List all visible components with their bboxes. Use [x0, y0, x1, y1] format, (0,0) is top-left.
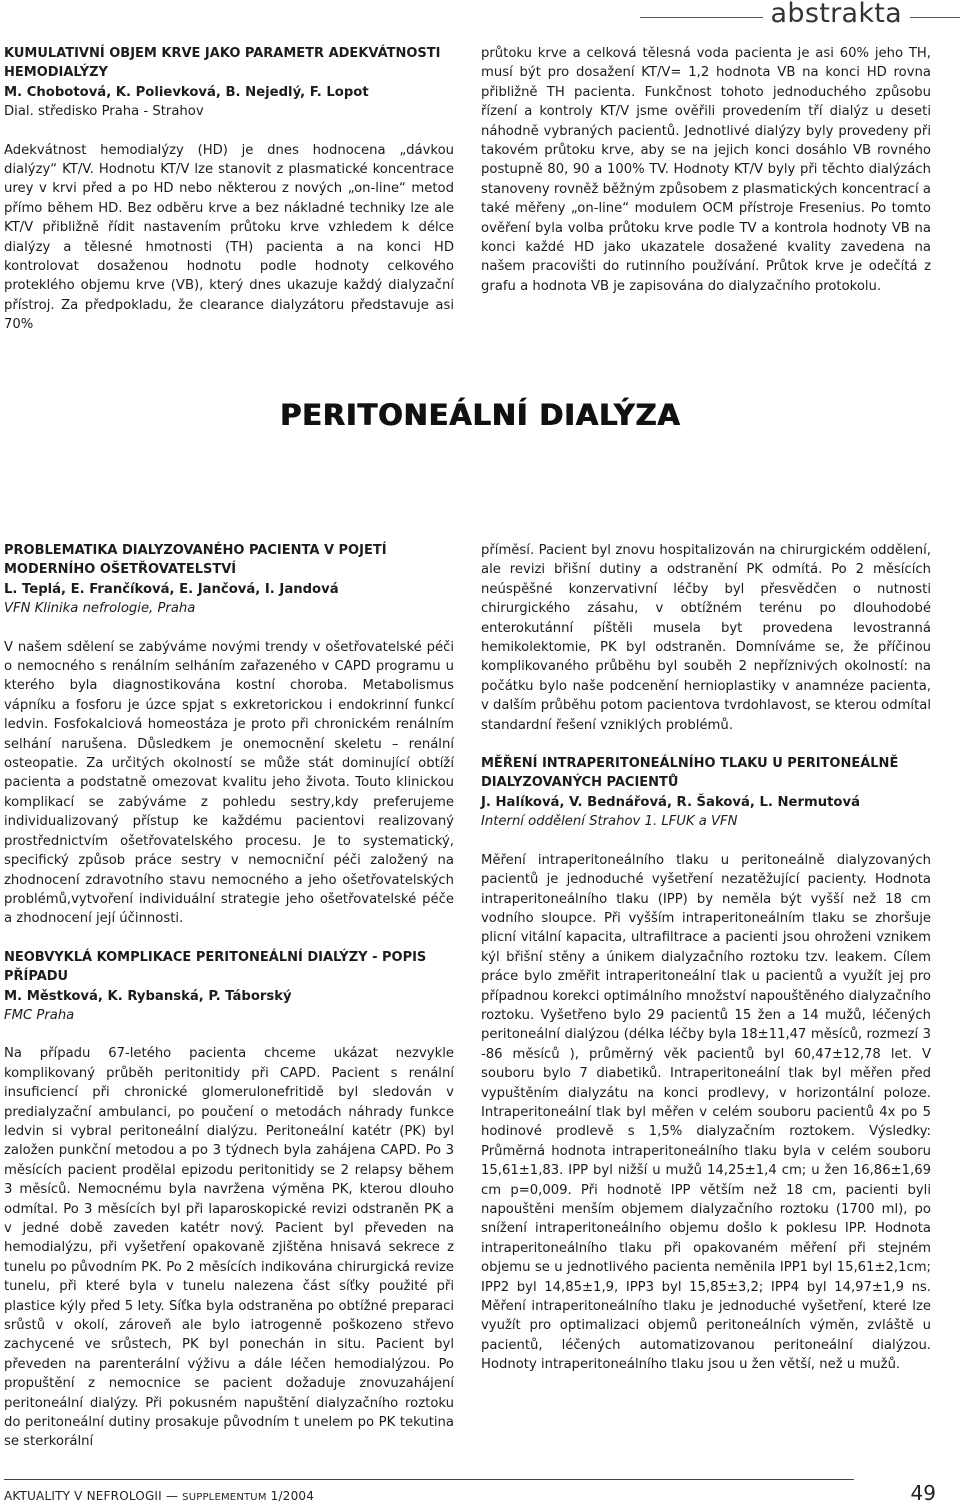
journal-name: AKTUALITY V NEFROLOGII: [4, 1489, 162, 1503]
section-label: [640, 0, 960, 30]
abstract-body-continued: příměsí. Pacient byl znovu hospitalizován na chirurgickém oddělení, ale revizi břišní dutiny a odstranění PK odmítá. Po 2 měsících neúspěšné konzervativní léčby byl přesvědčen o nutnosti chirurgického zásahu, v obtížném terénu po dlouhodobé enterokutánní píštěli musela byt provedena levostranná hemikolektomie, PK byl odstraněn. Domníváme se, že příčinou komplikovaného průběhu byl souběh 2 nepříznivých okolností: na počátku bylo naše podcenění hernioplastiky v anamnéze pacienta, v dalším průběhu potom pacientova tvrdohlavost, se kterou odmítal standardní řešení vzniklých problémů.: [481, 543, 931, 733]
journal-issue: 1/2004: [270, 1489, 315, 1503]
footer-rule: [4, 1479, 854, 1480]
right-column-lower: [481, 541, 931, 1375]
abstract-authors: L. Teplá, E. Frančíková, E. Jančová, I. Jandová: [4, 581, 339, 597]
abstract-title: NEOBVYKLÁ KOMPLIKACE PERITONEÁLNÍ DIALÝZY - POPIS PŘÍPADU: [4, 949, 427, 985]
abstract-title: MĚŘENÍ INTRAPERITONEÁLNÍHO TLAKU U PERITONEÁLNĚ DIALYZOVANÝCH PACIENTŮ: [481, 756, 899, 791]
abstract-title: PROBLEMATIKA DIALYZOVANÉHO PACIENTA V POJETÍ MODERNÍHO OŠETŘOVATELSTVÍ: [4, 543, 387, 578]
abstract-institution: Interní oddělení Strahov 1. LFUK a VFN: [481, 814, 738, 830]
page-footer: [4, 1483, 940, 1505]
page-number: 49: [910, 1481, 936, 1505]
abstract-1-right: [481, 44, 931, 296]
abstract-authors: M. Chobotová, K. Polievková, B. Nejedlý, F. Lopot: [4, 84, 369, 100]
left-column-lower: [4, 541, 454, 1452]
abstract-authors: M. Městková, K. Rybanská, P. Táborský: [4, 988, 292, 1004]
journal-supplement: SUPPLEMENTUM: [182, 1492, 267, 1503]
abstract-body: Měření intraperitoneálního tlaku u peritoneálně dialyzovaných pacientů je jednoduché vyšetření nezatěžující pacienty. Hodnota intraperitoneálního tlaku (IPP) by neměla být vyšší než 18 cm vodního sloupce. Při vyšším intraperitoneálním tlaku se zhoršuje plicní vitální kapacita, ultrafiltrace a pacienti jsou ohroženi vznikem kýl břišní stěny a únikem dialyzačního roztoku tzv. leakem. Cílem práce bylo změřit intraperitoneální tlak u pacientů a využít jej pro případnou korekci optimálního množství napouštěného dialyzačního roztoku. Vyšetřeno bylo 29 pacientů 15 žen a 14 mužů, léčených peritoneální dialýzou (délka léčby byla 18±11,47 měsíců, rozmezí 3 -86 měsíců ), průměrný věk pacientů byl 60,47±12,78 let. V souboru bylo 7 diabetiků. Intraperitoneální tlak byl měřen před vypuštěním dialyzátu na konci prodlevy, v horizontální poloze. Intraperitoneální tlak byl měřen v celém souboru pacientů 4x po 5 hodinové prodlevě s 1,5% dialyzačním roztokem. Výsledky: Průměrná hodnota intraperitoneálního tlaku byla v celém souboru 15,61±1,83. IPP byl nižší u mužů 14,25±1,4 cm; u žen 16,86±1,69 cm p=0,009. Při hodnotě IPP větším než 18 cm, pacienti byli napouštěni menším objemem dialyzačního roztoku (1700 ml), po snížení intraperitoneálního objemu došlo k poklesu IPP. Hodnota intraperitoneálního tlaku při opakovaném měření při stejném objemu se u jednotlivého pacienta neměnila IPP1 byl 15,61±2,1cm; IPP2 byl 14,85±1,9, IPP3 byl 15,85±3,2; IPP4 byl 14,97±1,9 ns. Měření intraperitoneálního tlaku je jednoduché vyšetření, které lze využít pro optimalizaci objemů peritoneálních výměn, zvláště u pacientů, léčených automatizovanou peritoneální dialýzou. Hodnoty intraperitoneálního tlaku jsou u žen větší, než u mužů.: [481, 852, 931, 1373]
abstract-authors: J. Halíková, V. Bednářová, R. Šaková, L. Nermutová: [481, 794, 860, 810]
abstract-body: V našem sdělení se zabýváme novými trendy v ošetřovatelské péči o nemocného s renálním selháním zařazeného v CAPD programu u kterého byla diagnostikována kostní choroba. Metabolismus vápníku a fosforu je úzce spjat s exkretorickou i endokrinní funkcí ledvin. Fosfokalciová homeostáza je proto při chronickém renálním selhání narušena. Důsledkem je onemocnění skeletu – renální osteopatie. Za určitých okolností se může stát dominující obtíží pacienta a podstatně omezovat kvalitu jeho života. Touto klinickou komplikací se zabýváme z pohledu sestry,kdy preferujeme individualizovaný přístup ke každému pacientovi realizovaný prostřednictvím ošetřovatelského procesu. Je to systematický, specifický způsob práce sestry v nemocniční péči založený na zhodnocení zdravotního stavu nemocného a jeho ošetřovatelských problémů,vytvoření individuální strategie jeho ošetřovatelské péče a zhodnocení její účinnosti.: [4, 639, 454, 927]
abstract-body: Na případu 67-letého pacienta chceme ukázat nezvykle komplikovaný průběh peritonitidy při CAPD. Pacient s renální insuficiencí při chronické glomerulonefritidě byl sledován v predialyzační ambulanci, po poučení o metodách náhrady funkce ledvin si vybral peritoneální dialýzu. Peritoneální katétr (PK) byl založen punkční metodou a po 3 týdnech byla zahájena CAPD. Po 3 měsících pacient prodělal epizodu peritonitidy se 2 relapsy během 3 měsíců. Nemocnému byla navržena výměna PK, kterou dlouho odmítal. Po 3 měsících byl při laparoskopické revizi odstraněn PK a v jedné době zaveden katétr nový. Pacient byl převeden na hemodialýzu, při vyšetření opakovaně zjištěna hnisavá sekrece z tunelu po původním PK. Po 2 měsících indikována chirurgická revize tunelu, při které byla v tunelu nalezena část síťky použité při plastice kýly před 5 lety. Síťka byla odstraněna po obtížné preparaci srůstů v okolí, zároveň ale bylo iatrogenně poškozeno střevo zachycené ve srůstech, PK byl ponechán in situ. Pacient byl převeden na parenterální výživu a dále léčen hemodialýzou. Po propuštění z nemocnice se pacient dožaduje znovuzahájení peritoneální dialýzy. Při pokusném napuštění dialyzačního roztoku do peritoneální dutiny prosakuje původním t unelem po PK tekutina se sterkorální: [4, 1046, 454, 1450]
section-label-text: abstrakta: [763, 0, 910, 29]
abstract-institution: FMC Praha: [4, 1007, 75, 1023]
abstract-institution: VFN Klinika nefrologie, Praha: [4, 601, 196, 617]
abstract-1-left: [4, 44, 454, 335]
journal-info: AKTUALITY V NEFROLOGII — SUPPLEMENTUM 1/2004: [4, 1489, 315, 1503]
abstract-body-continued: průtoku krve a celková tělesná voda pacienta je asi 60% jeho TH, musí být pro dosažení KT/V= 1,2 hodnota VB na konci HD rovna přibližně TH pacienta. Funkčnost tohoto jednoduchého způsobu řízení a kontroly KT/V jsme ověřili provedením tří dialýz u deseti náhodně vybraných pacientů. Jednotlivé dialýzy byly provedeny při takovém průtoku krve, aby se na jejich konci dosáhlo VB rovného postupně 80, 90 a 100% TV. Hodnoty KT/V byly při těchto dialýzách stanoveny rovněž běžným způsobem z plasmatických koncentrací a také měřeny „on-line“ modulem OCM přístroje Fresenius. Po tomto ověření byla volba průtoku krve podle TV a kontrola hodnoty VB na konci každé HD jako ukazatele dosažené kvality zavedena na našem pracovišti do rutinního používání. Průtok krve je odečítá z grafu a hodnota VB je zapisována do dialyzačního protokolu.: [481, 46, 931, 294]
abstract-institution: Dial. středisko Praha - Strahov: [4, 104, 204, 120]
section-heading: PERITONEÁLNÍ DIALÝZA: [279, 398, 681, 432]
abstract-title: KUMULATIVNÍ OBJEM KRVE JAKO PARAMETR ADEKVÁTNOSTI HEMODIALÝZY: [4, 46, 441, 81]
abstract-body: Adekvátnost hemodialýzy (HD) je dnes hodnocena „dávkou dialýzy“ KT/V. Hodnotu KT/V lze stanovit z plasmatické koncentrace urey v krvi před a po HD nebo některou z nových „on-line“ metod přímo během HD. Bez odběru krve a bez nákladné techniky lze ale KT/V přibližně řídit nastavením průtoku krve vzhledem k délce dialýzy a tělesné hmotnosti (TH) pacienta a na konci HD kontrolovat dosaženou hodnotu podle hodnoty celkového proteklého objemu krve (VB), který dnes ukazuje každý dialyzační přístroj. Za předpokladu, že clearance dialyzátoru představuje asi 70%: [4, 142, 454, 333]
